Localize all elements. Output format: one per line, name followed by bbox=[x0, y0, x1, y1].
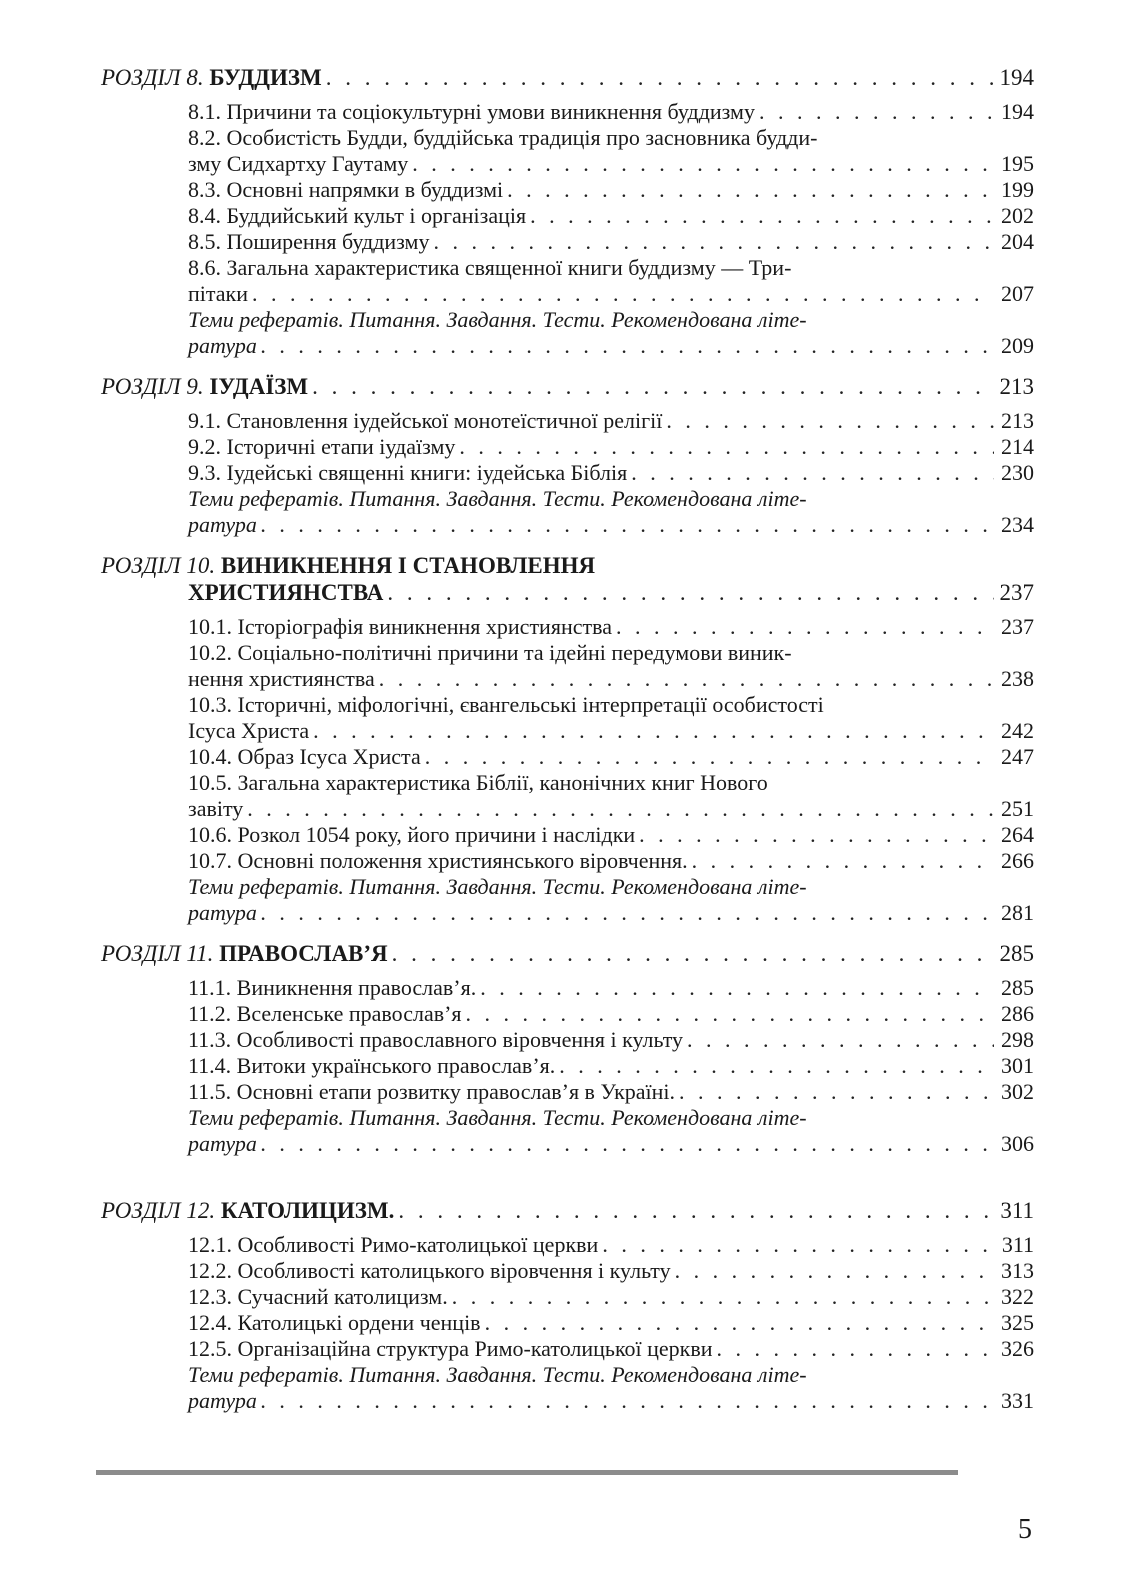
entry-text: пітаки bbox=[188, 281, 248, 306]
toc-entry[interactable] bbox=[188, 1027, 1034, 1053]
entry-page-number: 237 bbox=[1001, 614, 1034, 639]
entry-page-number: 325 bbox=[1001, 1310, 1034, 1335]
toc-entry[interactable] bbox=[188, 203, 1034, 229]
toc-section bbox=[101, 64, 1034, 359]
dot-leader bbox=[627, 460, 994, 486]
entry-page-number: 199 bbox=[1001, 177, 1034, 202]
entry-text: 8.1. Причини та соціокультурні умови виникнення буддизму bbox=[188, 99, 755, 124]
entry-page-number: 311 bbox=[1001, 1232, 1034, 1257]
entry-text: ратура bbox=[188, 900, 257, 925]
toc-entry[interactable] bbox=[188, 408, 1034, 434]
toc-entry[interactable] bbox=[188, 177, 1034, 203]
dot-leader bbox=[308, 373, 994, 400]
entry-text: завіту bbox=[188, 796, 244, 821]
entry-text: 10.6. Розкол 1054 року, його причини і наслідки bbox=[188, 822, 636, 847]
toc-entry[interactable] bbox=[188, 434, 1034, 460]
entry-page-number: 331 bbox=[1001, 1388, 1034, 1413]
entry-text: 8.6. Загальна характеристика священної книги буддизму — Три- bbox=[188, 255, 792, 280]
section-page-number: 213 bbox=[999, 374, 1034, 399]
entry-page-number: 202 bbox=[1001, 203, 1034, 228]
toc-entry[interactable] bbox=[188, 975, 1034, 1001]
toc-section bbox=[101, 940, 1034, 1157]
section-heading[interactable] bbox=[101, 579, 1034, 606]
entry-page-number: 234 bbox=[1001, 512, 1034, 537]
dot-leader bbox=[394, 1197, 994, 1224]
dot-leader bbox=[309, 718, 994, 744]
dot-leader bbox=[375, 666, 994, 692]
page-number: 5 bbox=[1018, 1514, 1032, 1545]
entry-page-number: 194 bbox=[1001, 99, 1034, 124]
toc-entry[interactable] bbox=[188, 822, 1034, 848]
toc-entry-extras[interactable] bbox=[188, 307, 1034, 359]
toc-entry[interactable] bbox=[188, 614, 1034, 640]
section-label: РОЗДІЛ 11. bbox=[101, 941, 214, 966]
entry-text: 12.3. Сучасний католицизм. bbox=[188, 1284, 448, 1309]
toc-section bbox=[101, 373, 1034, 538]
dot-leader bbox=[383, 579, 994, 606]
toc-entry[interactable] bbox=[188, 640, 1034, 692]
entry-text: 11.5. Основні етапи розвитку православ’я в Україні. bbox=[188, 1079, 676, 1104]
section-label: РОЗДІЛ 10. bbox=[101, 553, 216, 578]
entry-text: 9.3. Іудейські священні книги: іудейська Біблія bbox=[188, 460, 628, 485]
entry-text: 11.1. Виникнення православ’я. bbox=[188, 975, 477, 1000]
dot-leader bbox=[688, 848, 994, 874]
entry-text: 12.1. Особливості Римо-католицької церкви bbox=[188, 1232, 599, 1257]
entry-text: 10.4. Образ Ісуса Христа bbox=[188, 744, 421, 769]
section-label: РОЗДІЛ 9. bbox=[101, 374, 204, 399]
toc-entry[interactable] bbox=[188, 229, 1034, 255]
entry-page-number: 326 bbox=[1001, 1336, 1034, 1361]
section-heading[interactable] bbox=[101, 64, 1034, 91]
toc-entry[interactable] bbox=[188, 99, 1034, 125]
entry-page-number: 251 bbox=[1001, 796, 1034, 821]
dot-leader bbox=[421, 744, 994, 770]
toc-entry-extras[interactable] bbox=[188, 1362, 1034, 1414]
entry-text: 9.2. Історичні етапи іудаїзму bbox=[188, 434, 456, 459]
entry-text: 10.2. Соціально-політичні причини та ідейні передумови виник- bbox=[188, 640, 792, 665]
entry-page-number: 214 bbox=[1001, 434, 1034, 459]
toc-entry[interactable] bbox=[188, 125, 1034, 177]
entry-page-number: 264 bbox=[1001, 822, 1034, 847]
dot-leader bbox=[671, 1258, 994, 1284]
toc-entry-extras[interactable] bbox=[188, 486, 1034, 538]
section-entries bbox=[101, 614, 1034, 926]
entry-page-number: 322 bbox=[1001, 1284, 1034, 1309]
dot-leader bbox=[675, 1079, 994, 1105]
entry-text: 12.4. Католицькі ордени ченців bbox=[188, 1310, 481, 1335]
dot-leader bbox=[448, 1284, 994, 1310]
entry-text: Теми рефератів. Питання. Завдання. Тести. Рекомендована літе- bbox=[188, 874, 807, 899]
toc-entry-extras[interactable] bbox=[188, 874, 1034, 926]
dot-leader bbox=[598, 1232, 994, 1258]
section-heading[interactable] bbox=[101, 1197, 1034, 1224]
entry-text: 11.2. Вселенське православ’я bbox=[188, 1001, 462, 1026]
entry-page-number: 242 bbox=[1001, 718, 1034, 743]
toc-entry[interactable] bbox=[188, 1310, 1034, 1336]
dot-leader bbox=[555, 1053, 994, 1079]
dot-leader bbox=[526, 203, 994, 229]
dot-leader bbox=[481, 1310, 994, 1336]
dot-leader bbox=[257, 900, 994, 926]
entry-text: 10.5. Загальна характеристика Біблії, канонічних книг Нового bbox=[188, 770, 768, 795]
toc-entry[interactable] bbox=[188, 848, 1034, 874]
entry-text: 8.5. Поширення буддизму bbox=[188, 229, 430, 254]
dot-leader bbox=[462, 1001, 994, 1027]
toc-entry[interactable] bbox=[188, 1258, 1034, 1284]
entry-text: 10.7. Основні положення християнського віровчення. bbox=[188, 848, 688, 873]
dot-leader bbox=[635, 822, 994, 848]
entry-page-number: 301 bbox=[1001, 1053, 1034, 1078]
entry-text: 9.1. Становлення іудейської монотеїстичної релігії bbox=[188, 408, 663, 433]
dot-leader bbox=[476, 975, 994, 1001]
toc-entry[interactable] bbox=[188, 1079, 1034, 1105]
entry-text: Теми рефератів. Питання. Завдання. Тести. Рекомендована літе- bbox=[188, 1105, 807, 1130]
toc-entry[interactable] bbox=[188, 770, 1034, 822]
toc-entry[interactable] bbox=[188, 744, 1034, 770]
section-title: ПРАВОСЛАВ’Я bbox=[219, 941, 388, 966]
section-title: ІУДАЇЗМ bbox=[209, 374, 309, 399]
toc-entry[interactable] bbox=[188, 1284, 1034, 1310]
entry-page-number: 195 bbox=[1001, 151, 1034, 176]
dot-leader bbox=[713, 1336, 994, 1362]
toc-entry-extras[interactable] bbox=[188, 1105, 1034, 1157]
entry-text: Теми рефератів. Питання. Завдання. Тести. Рекомендована літе- bbox=[188, 307, 807, 332]
section-heading[interactable] bbox=[101, 552, 1034, 579]
toc-entry[interactable] bbox=[188, 255, 1034, 307]
dot-leader bbox=[408, 151, 994, 177]
dot-leader bbox=[755, 99, 994, 125]
entry-text: нення християнства bbox=[188, 666, 375, 691]
dot-leader bbox=[683, 1027, 994, 1053]
entry-text: 12.2. Особливості католицького віровчення і культу bbox=[188, 1258, 671, 1283]
dot-leader bbox=[662, 408, 994, 434]
entry-text: 10.1. Історіографія виникнення християнства bbox=[188, 614, 612, 639]
section-heading[interactable] bbox=[101, 373, 1034, 400]
toc-entry[interactable] bbox=[188, 1001, 1034, 1027]
toc-section bbox=[101, 1197, 1034, 1414]
entry-text: Теми рефератів. Питання. Завдання. Тести. Рекомендована літе- bbox=[188, 486, 807, 511]
section-page-number: 194 bbox=[999, 65, 1034, 90]
entry-page-number: 285 bbox=[1001, 975, 1034, 1000]
dot-leader bbox=[248, 281, 994, 307]
entry-page-number: 204 bbox=[1001, 229, 1034, 254]
section-entries bbox=[101, 1232, 1034, 1414]
dot-leader bbox=[257, 512, 994, 538]
entry-text: Теми рефератів. Питання. Завдання. Тести. Рекомендована літе- bbox=[188, 1362, 807, 1387]
entry-text: 10.3. Історичні, міфологічні, євангельські інтерпретації особистості bbox=[188, 692, 824, 717]
entry-page-number: 207 bbox=[1001, 281, 1034, 306]
section-page-number: 285 bbox=[999, 941, 1034, 966]
entry-text: 8.3. Основні напрямки в буддизмі bbox=[188, 177, 504, 202]
dot-leader bbox=[257, 1131, 994, 1157]
entry-text: Ісуса Христа bbox=[188, 718, 310, 743]
section-label: РОЗДІЛ 12. bbox=[101, 1198, 216, 1223]
section-entries bbox=[101, 975, 1034, 1157]
section-title: КАТОЛИЦИЗМ. bbox=[220, 1198, 395, 1223]
section-title: ВИНИКНЕННЯ І СТАНОВЛЕННЯ bbox=[220, 553, 596, 578]
entry-text: 8.4. Буддийський культ і організація bbox=[188, 203, 527, 228]
dot-leader bbox=[503, 177, 994, 203]
dot-leader bbox=[429, 229, 994, 255]
toc-entry[interactable] bbox=[188, 692, 1034, 744]
entry-page-number: 286 bbox=[1001, 1001, 1034, 1026]
footer-divider bbox=[96, 1470, 958, 1475]
entry-text: ратура bbox=[188, 1131, 257, 1156]
toc-entry[interactable] bbox=[188, 1232, 1034, 1258]
toc-entry[interactable] bbox=[188, 1336, 1034, 1362]
dot-leader bbox=[322, 64, 994, 91]
toc-section bbox=[101, 552, 1034, 926]
dot-leader bbox=[388, 940, 994, 967]
toc-entry[interactable] bbox=[188, 1053, 1034, 1079]
entry-text: 11.4. Витоки українського православ’я. bbox=[188, 1053, 556, 1078]
toc-entry[interactable] bbox=[188, 460, 1034, 486]
entry-page-number: 313 bbox=[1001, 1258, 1034, 1283]
entry-page-number: 238 bbox=[1001, 666, 1034, 691]
section-title: БУДДИЗМ bbox=[209, 65, 322, 90]
section-entries bbox=[101, 408, 1034, 538]
entry-page-number: 209 bbox=[1001, 333, 1034, 358]
entry-text: ратура bbox=[188, 512, 257, 537]
entry-page-number: 298 bbox=[1001, 1027, 1034, 1052]
section-heading[interactable] bbox=[101, 940, 1034, 967]
entry-text: 8.2. Особистість Будди, буддійська традиція про засновника будди- bbox=[188, 125, 818, 150]
section-page-number: 237 bbox=[999, 580, 1034, 605]
entry-text: ратура bbox=[188, 1388, 257, 1413]
dot-leader bbox=[257, 1388, 994, 1414]
table-of-contents bbox=[101, 64, 1034, 1428]
entry-text: ратура bbox=[188, 333, 257, 358]
entry-page-number: 213 bbox=[1001, 408, 1034, 433]
entry-text: зму Сидхартху Гаутаму bbox=[188, 151, 409, 176]
entry-page-number: 266 bbox=[1001, 848, 1034, 873]
dot-leader bbox=[257, 333, 994, 359]
entry-page-number: 247 bbox=[1001, 744, 1034, 769]
dot-leader bbox=[612, 614, 994, 640]
dot-leader bbox=[455, 434, 994, 460]
entry-page-number: 306 bbox=[1001, 1131, 1034, 1156]
dot-leader bbox=[243, 796, 994, 822]
entry-page-number: 281 bbox=[1001, 900, 1034, 925]
entry-text: 11.3. Особливості православного віровчення і культу bbox=[188, 1027, 684, 1052]
section-label: РОЗДІЛ 8. bbox=[101, 65, 204, 90]
section-page-number: 311 bbox=[1000, 1198, 1034, 1223]
entry-text: 12.5. Організаційна структура Римо-католицької церкви bbox=[188, 1336, 713, 1361]
entry-page-number: 302 bbox=[1001, 1079, 1034, 1104]
entry-page-number: 230 bbox=[1001, 460, 1034, 485]
section-entries bbox=[101, 99, 1034, 359]
section-title: ХРИСТИЯНСТВА bbox=[188, 580, 384, 605]
